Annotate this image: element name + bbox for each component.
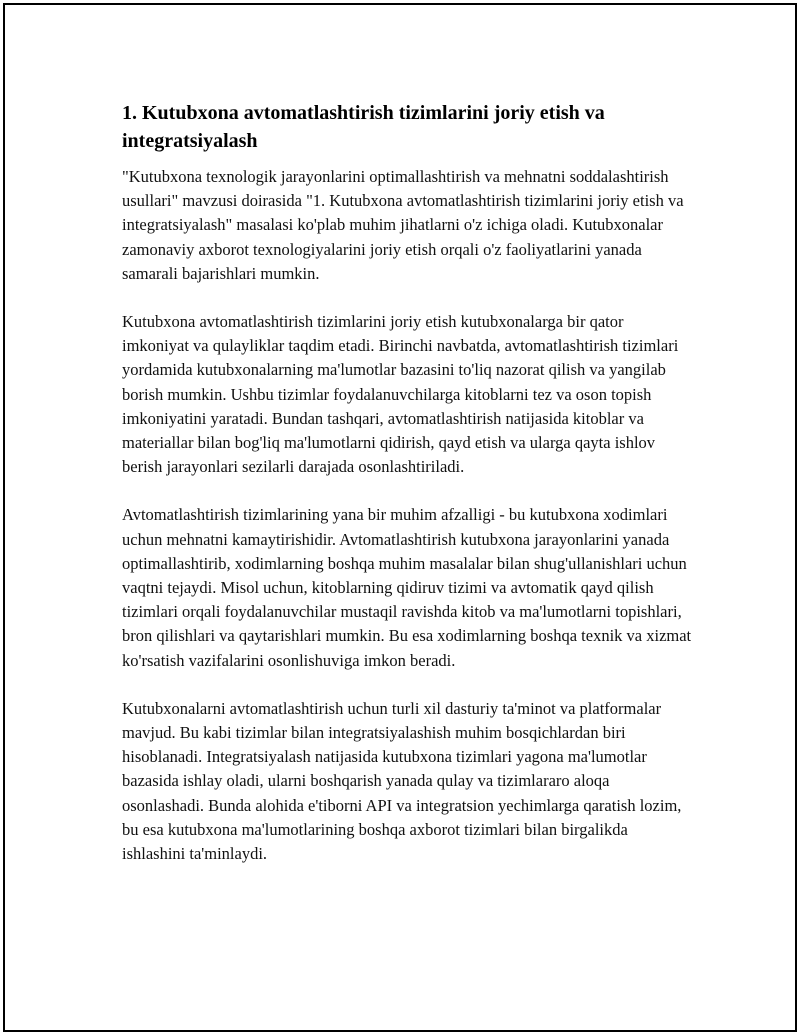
document-body — [122, 99, 692, 890]
paragraph-3: Avtomatlashtirish tizimlarining yana bir muhim afzalligi - bu kutubxona xodimlari uchun mehnatni kamaytirishidir. Avtomatlashtirish kutubxona jarayonlarini yanada optimallashtirib, xodimlarning boshqa muhim masalalar bilan shug'ullanishlari uchun vaqtni tejaydi. Misol uchun, kitoblarning qidiruv tizimi va avtomatik qayd qilish tizimlari orqali foydalanuvchilar mustaqil ravishda kitob va ma'lumotlarni topishlari, bron qilishlari va qaytarishlari mumkin. Bu esa xodimlarning boshqa texnik va xizmat ko'rsatish vazifalarini osonlishuviga imkon beradi. — [122, 505, 692, 670]
page-frame — [3, 3, 797, 1032]
section-heading: 1. Kutubxona avtomatlashtirish tizimlarini joriy etish va integratsiyalash — [122, 102, 605, 152]
paragraph-4: Kutubxonalarni avtomatlashtirish uchun turli xil dasturiy ta'minot va platformalar mavjud. Bu kabi tizimlar bilan integratsiyalashish muhim bosqichlardan biri hisoblanadi. Integratsiyalash natijasida kutubxona tizimlari yagona ma'lumotlar bazasida ishlay oladi, ularni boshqarish yanada qulay va tizimlararo aloqa osonlashadi. Bunda alohida e'tiborni API va integratsion yechimlarga qaratish lozim, bu esa kutubxona ma'lumotlarining boshqa axborot tizimlari bilan birgalikda ishlashini ta'minlaydi. — [122, 698, 682, 864]
paragraph-2: Kutubxona avtomatlashtirish tizimlarini joriy etish kutubxonalarga bir qator imkoniyat va qulayliklar taqdim etadi. Birinchi navbatda, avtomatlashtirish tizimlari yordamida kutubxonalarning ma'lumotlar bazasini to'liq nazorat qilish va yangilab borish mumkin. Ushbu tizimlar foydalanuvchilarga kitoblarni tez va oson topish imkoniyatini yaratadi. Bundan tashqari, avtomatlashtirish natijasida kitoblar va materiallar bilan bog'liq ma'lumotlarni qidirish, qayd etish va ularga qayta ishlov berish jarayonlari sezilarli darajada osonlashtiriladi. — [122, 312, 679, 477]
paragraph-1: "Kutubxona texnologik jarayonlarini optimallashtirish va mehnatni soddalashtirish usullari" mavzusi doirasida "1. Kutubxona avtomatlashtirish tizimlarini joriy etish va integratsiyalash" masalasi ko'plab muhim jihatlarni o'z ichiga oladi. Kutubxonalar zamonaviy axborot texnologiyalarini joriy etish orqali o'z faoliyatlarini yanada samarali bajarishlari mumkin. — [122, 167, 684, 283]
